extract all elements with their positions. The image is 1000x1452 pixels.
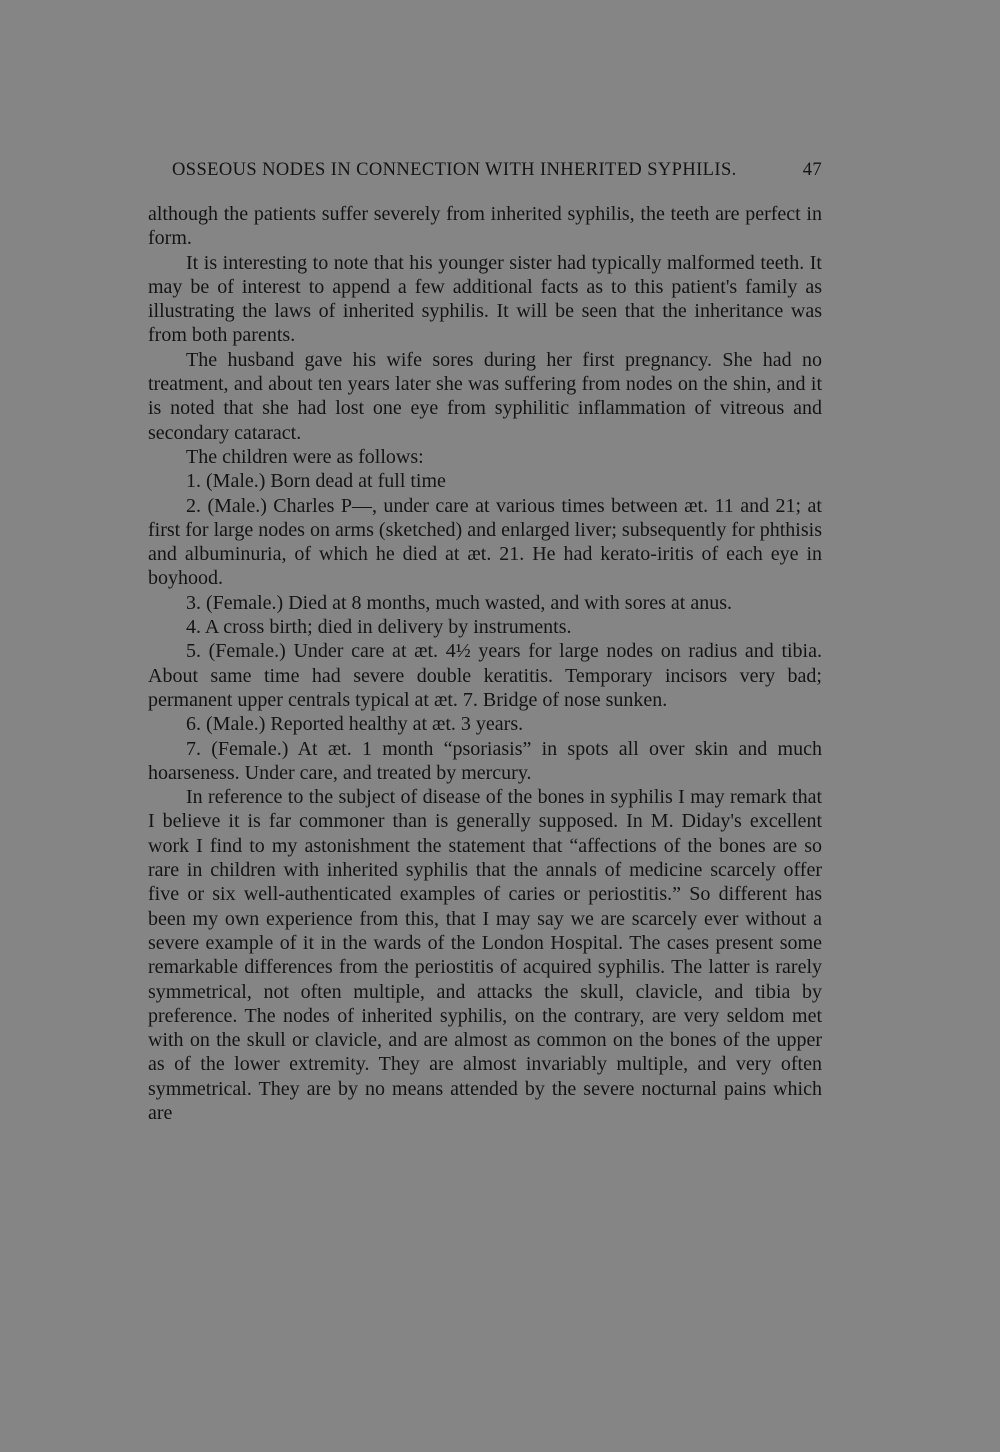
paragraph: In reference to the subject of disease of the bones in syphilis I may remark that I believe it is far commoner than is generally supposed. In M. Diday's excellent work I find to my astonishment the statement that “affections of the bones are so rare in children with inherited syphilis that the annals of medicine scarcely offer five or six well-authenticated examples of caries or periostitis.” So different has been my own experience from this, that I may say we are scarcely ever without a severe example of it in the wards of the London Hospital. The cases present some remarkable differences from the periostitis of acquired syphilis. The latter is rarely symmetrical, not often multiple, and attacks the skull, clavicle, and tibia by preference. The nodes of inherited syphilis, on the contrary, are very seldom met with on the skull or clavicle, and are almost as common on the bones of the upper as of the lower extremity. They are almost invariably multiple, and very often symmetrical. They are by no means attended by the severe nocturnal pains which are xyxy=(148,786,822,1124)
running-head-title: OSSEOUS NODES IN CONNECTION WITH INHERITED SYPHILIS. xyxy=(172,160,737,180)
list-item: 2. (Male.) Charles P—, under care at various times between æt. 11 and 21; at first for large nodes on arms (sketched) and enlarged liver; subsequently for phthisis and albuminuria, of which he died at æt. 21. He had kerato-iritis of each eye in boyhood. xyxy=(148,494,822,590)
page-number: 47 xyxy=(802,160,822,180)
list-item: 6. (Male.) Reported healthy at æt. 3 years. xyxy=(186,713,524,736)
running-head xyxy=(172,160,822,188)
list-item: 4. A cross birth; died in delivery by instruments. xyxy=(186,616,572,639)
list-item: 1. (Male.) Born dead at full time xyxy=(186,470,446,493)
paragraph: It is interesting to note that his younger sister had typically malformed teeth. It may be of interest to append a few additional facts as to this patient's family as illustrating the laws of inherited syphilis. It will be seen that the inheritance was from both parents. xyxy=(148,251,822,347)
book-page xyxy=(148,160,822,1125)
list-item: 3. (Female.) Died at 8 months, much wasted, and with sores at anus. xyxy=(186,591,732,614)
list-item: 7. (Female.) At æt. 1 month “psoriasis” in spots all over skin and much hoarseness. Under care, and treated by mercury. xyxy=(148,737,822,784)
paragraph: The children were as follows: xyxy=(186,445,424,468)
paragraph: although the patients suffer severely from inherited syphilis, the teeth are perfect in form. xyxy=(148,203,822,250)
list-item: 5. (Female.) Under care at æt. 4½ years for large nodes on radius and tibia. About same time had severe double keratitis. Temporary incisors very bad; permanent upper centrals typical at æt. 7. Bridge of nose sunken. xyxy=(148,640,822,711)
paragraph: The husband gave his wife sores during her first pregnancy. She had no treatment, and about ten years later she was suffering from nodes on the shin, and it is noted that she had lost one eye from syphilitic inflammation of vitreous and secondary cataract. xyxy=(148,348,822,444)
body-text xyxy=(148,202,822,1125)
